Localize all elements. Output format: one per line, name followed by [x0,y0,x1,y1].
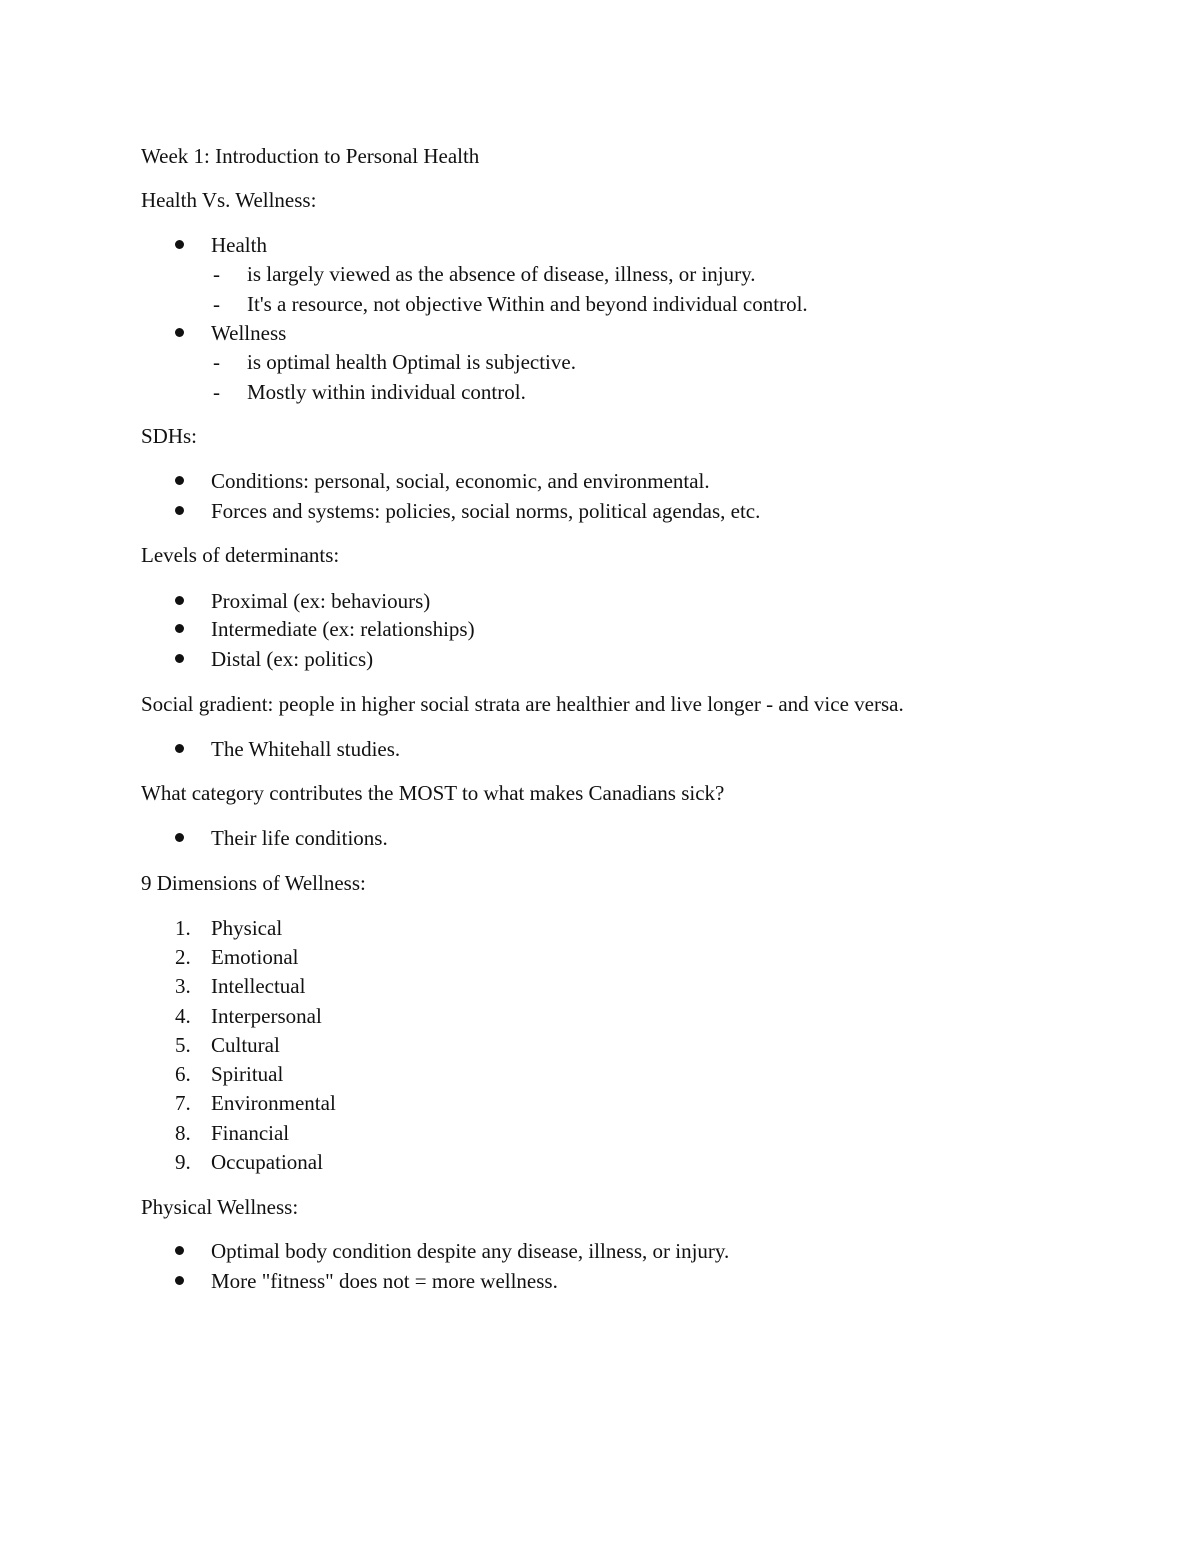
section-heading-levels: Levels of determinants: [141,543,340,567]
bullet-icon [175,1246,184,1255]
bullet-icon [175,506,184,515]
sub-list-item: is optimal health Optimal is subjective. [247,350,576,374]
numbered-item: Spiritual [211,1062,284,1086]
list-item: Optimal body condition despite any disease, illness, or injury. [211,1239,730,1263]
list-item-health: Health [211,233,267,257]
bullet-icon [175,240,184,249]
section-heading-sdhs: SDHs: [141,424,198,448]
dash-icon: - [213,350,220,374]
numbered-item: Emotional [211,945,299,969]
list-item: The Whitehall studies. [211,737,401,761]
dash-icon: - [213,292,220,316]
section-heading-health-vs-wellness: Health Vs. Wellness: [141,188,317,212]
list-number: 6. [175,1062,191,1086]
numbered-item: Cultural [211,1033,280,1057]
numbered-item: Intellectual [211,974,306,998]
numbered-item: Physical [211,916,283,940]
question-text: What category contributes the MOST to what makes Canadians sick? [141,781,725,805]
list-number: 1. [175,916,191,940]
bullet-icon [175,476,184,485]
sub-list-item: It's a resource, not objective Within and beyond individual control. [247,292,808,316]
bullet-icon [175,1276,184,1285]
list-item: Forces and systems: policies, social norms, political agendas, etc. [211,499,761,523]
dash-icon: - [213,380,220,404]
list-item: Their life conditions. [211,826,388,850]
dash-icon: - [213,262,220,286]
numbered-item: Financial [211,1121,290,1145]
bullet-icon [175,328,184,337]
list-item: Intermediate (ex: relationships) [211,617,475,641]
list-number: 3. [175,974,191,998]
numbered-item: Occupational [211,1150,323,1174]
section-heading-dimensions: 9 Dimensions of Wellness: [141,871,366,895]
list-item: Proximal (ex: behaviours) [211,589,431,613]
social-gradient-text: Social gradient: people in higher social strata are healthier and live longer - and vice versa. [141,692,904,716]
bullet-icon [175,744,184,753]
list-number: 7. [175,1091,191,1115]
section-heading-physical-wellness: Physical Wellness: [141,1195,299,1219]
list-number: 8. [175,1121,191,1145]
list-number: 5. [175,1033,191,1057]
bullet-icon [175,833,184,842]
sub-list-item: Mostly within individual control. [247,380,526,404]
list-number: 9. [175,1150,191,1174]
numbered-item: Environmental [211,1091,336,1115]
list-item: Distal (ex: politics) [211,647,374,671]
list-number: 4. [175,1004,191,1028]
bullet-icon [175,654,184,663]
list-item: More "fitness" does not = more wellness. [211,1269,558,1293]
bullet-icon [175,624,184,633]
list-item-wellness: Wellness [211,321,287,345]
bullet-icon [175,596,184,605]
sub-list-item: is largely viewed as the absence of disease, illness, or injury. [247,262,756,286]
numbered-item: Interpersonal [211,1004,322,1028]
list-number: 2. [175,945,191,969]
list-item: Conditions: personal, social, economic, and environmental. [211,469,710,493]
document-title: Week 1: Introduction to Personal Health [141,144,480,168]
